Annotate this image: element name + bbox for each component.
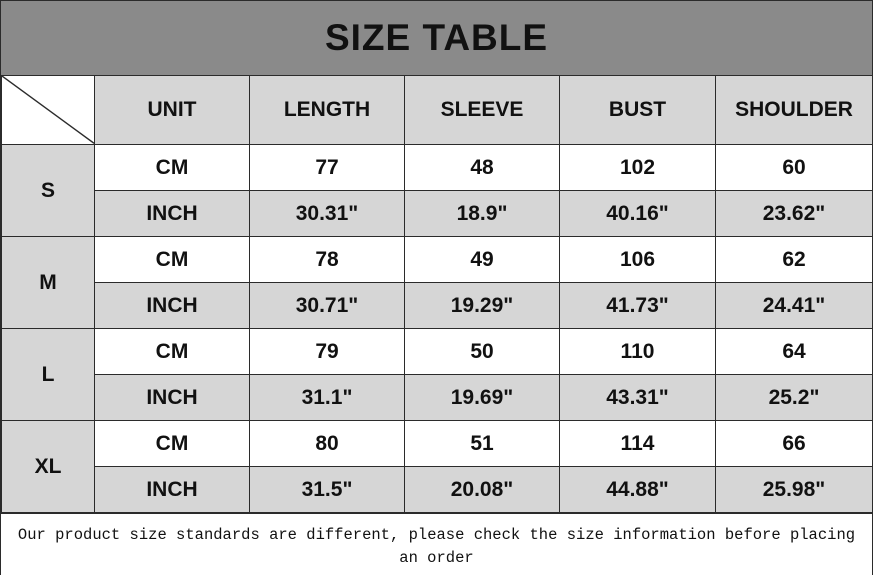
sleeve-inch-s: 18.9"	[405, 191, 560, 237]
shoulder-cm-xl: 66	[716, 421, 873, 467]
table-row	[2, 191, 873, 237]
header-row	[2, 76, 873, 145]
shoulder-cm-l: 64	[716, 329, 873, 375]
bust-inch-s: 40.16"	[560, 191, 716, 237]
table-row	[2, 145, 873, 191]
column-header-length: LENGTH	[250, 76, 405, 145]
shoulder-cm-m: 62	[716, 237, 873, 283]
table-row	[2, 375, 873, 421]
unit-inch-xl: INCH	[95, 467, 250, 513]
shoulder-inch-s: 23.62"	[716, 191, 873, 237]
sleeve-inch-l: 19.69"	[405, 375, 560, 421]
length-cm-m: 78	[250, 237, 405, 283]
length-cm-s: 77	[250, 145, 405, 191]
size-label-l: L	[2, 329, 95, 421]
table-body	[2, 145, 873, 513]
table-header	[2, 76, 873, 145]
sleeve-cm-l: 50	[405, 329, 560, 375]
shoulder-cm-s: 60	[716, 145, 873, 191]
sleeve-cm-m: 49	[405, 237, 560, 283]
unit-inch-s: INCH	[95, 191, 250, 237]
bust-cm-l: 110	[560, 329, 716, 375]
column-header-unit: UNIT	[95, 76, 250, 145]
table-row	[2, 329, 873, 375]
shoulder-inch-l: 25.2"	[716, 375, 873, 421]
bust-inch-xl: 44.88"	[560, 467, 716, 513]
unit-cm-s: CM	[95, 145, 250, 191]
sleeve-inch-xl: 20.08"	[405, 467, 560, 513]
unit-inch-m: INCH	[95, 283, 250, 329]
length-inch-l: 31.1"	[250, 375, 405, 421]
table-row	[2, 421, 873, 467]
table-row	[2, 283, 873, 329]
size-label-s: S	[2, 145, 95, 237]
size-label-m: M	[2, 237, 95, 329]
unit-cm-xl: CM	[95, 421, 250, 467]
table-row	[2, 237, 873, 283]
unit-cm-l: CM	[95, 329, 250, 375]
length-inch-s: 30.31"	[250, 191, 405, 237]
bust-cm-xl: 114	[560, 421, 716, 467]
bust-inch-l: 43.31"	[560, 375, 716, 421]
bust-cm-s: 102	[560, 145, 716, 191]
size-label-xl: XL	[2, 421, 95, 513]
sleeve-cm-xl: 51	[405, 421, 560, 467]
column-header-sleeve: SLEEVE	[405, 76, 560, 145]
sleeve-cm-s: 48	[405, 145, 560, 191]
length-inch-m: 30.71"	[250, 283, 405, 329]
column-header-bust: BUST	[560, 76, 716, 145]
shoulder-inch-m: 24.41"	[716, 283, 873, 329]
column-header-shoulder: SHOULDER	[716, 76, 873, 145]
length-cm-l: 79	[250, 329, 405, 375]
length-inch-xl: 31.5"	[250, 467, 405, 513]
page-title: SIZE TABLE	[324, 17, 549, 58]
bust-inch-m: 41.73"	[560, 283, 716, 329]
sleeve-inch-m: 19.29"	[405, 283, 560, 329]
diagonal-slash-icon	[2, 76, 95, 145]
title-bar	[1, 1, 872, 75]
unit-inch-l: INCH	[95, 375, 250, 421]
size-table	[1, 75, 873, 513]
unit-cm-m: CM	[95, 237, 250, 283]
length-cm-xl: 80	[250, 421, 405, 467]
footer-note-text: Our product size standards are different, please check the size information before placing an order	[17, 526, 856, 568]
shoulder-inch-xl: 25.98"	[716, 467, 873, 513]
bust-cm-m: 106	[560, 237, 716, 283]
footer-note	[1, 513, 872, 581]
table-row	[2, 467, 873, 513]
